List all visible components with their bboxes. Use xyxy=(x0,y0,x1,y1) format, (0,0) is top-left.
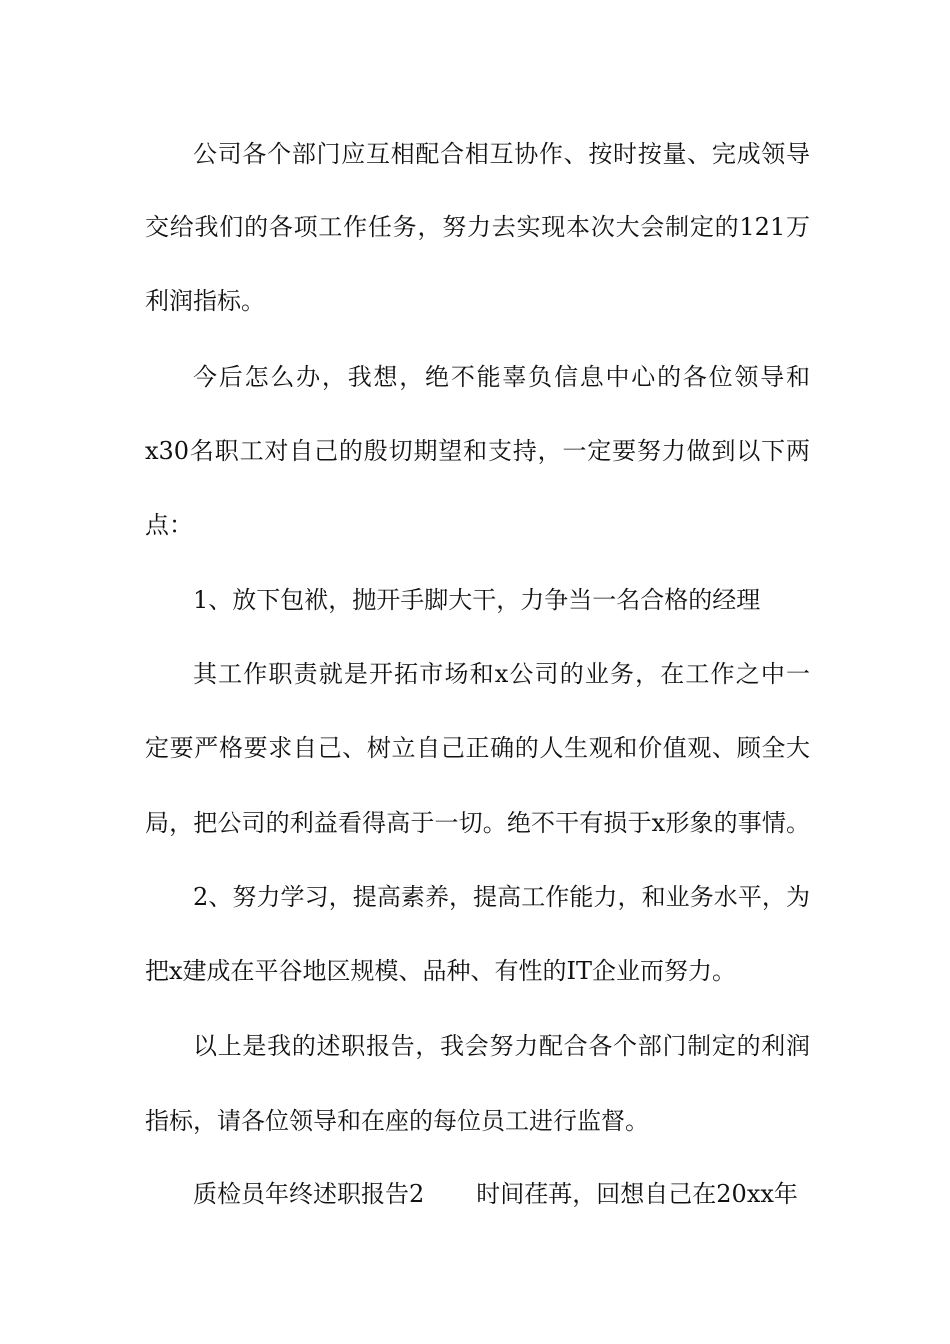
paragraph-line: 其工作职责就是开拓市场和x公司的业务，在工作之中一 xyxy=(193,660,810,688)
section-title-line xyxy=(193,1174,810,1214)
paragraph-line: 利润指标。 xyxy=(145,287,265,315)
section-title: 质检员年终述职报告2 xyxy=(193,1180,425,1208)
paragraph-line: x30名职工对自己的殷切期望和支持，一定要努力做到以下两 xyxy=(145,437,810,465)
section-intro-text: 时间荏苒，回想自己在20xx年 xyxy=(476,1180,798,1208)
paragraph-line: 交给我们的各项工作任务，努力去实现本次大会制定的121万 xyxy=(145,213,810,241)
paragraph-line: 以上是我的述职报告，我会努力配合各个部门制定的利润 xyxy=(193,1032,810,1060)
paragraph-line: 今后怎么办，我想，绝不能辜负信息中心的各位领导和 xyxy=(193,363,810,391)
list-item-heading: 1、放下包袱，抛开手脚大干，力争当一名合格的经理 xyxy=(193,586,761,614)
paragraph-line: 局，把公司的利益看得高于一切。绝不干有损于x形象的事情。 xyxy=(145,809,810,837)
paragraph-line: 公司各个部门应互相配合相互协作、按时按量、完成领导 xyxy=(193,140,810,168)
list-item-heading: 2、努力学习，提高素养，提高工作能力，和业务水平，为 xyxy=(193,883,810,911)
paragraph-line: 指标，请各位领导和在座的每位员工进行监督。 xyxy=(145,1107,649,1135)
paragraph-line: 点： xyxy=(145,511,193,539)
paragraph-line: 把x建成在平谷地区规模、品种、有性的IT企业而努力。 xyxy=(145,957,737,985)
paragraph-line: 定要严格要求自己、树立自己正确的人生观和价值观、顾全大 xyxy=(145,734,810,762)
